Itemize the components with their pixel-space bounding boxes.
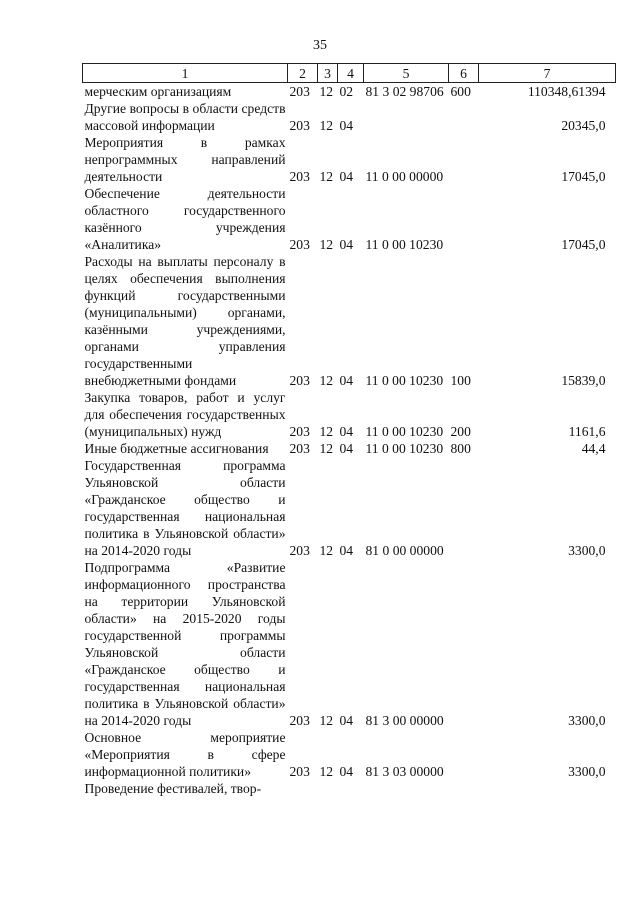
group-code: 04 (339, 237, 354, 252)
amount: 3300,0 (568, 764, 606, 779)
subsection-code: 12 (319, 169, 334, 184)
column-header: 3 (318, 64, 338, 83)
group-code: 04 (339, 441, 354, 456)
target-article-code: 81 3 00 00000 (365, 713, 444, 728)
expense-type-code (449, 559, 479, 729)
section-code: 203 (289, 424, 310, 439)
subsection-code: 12 (319, 543, 334, 558)
amount: 17045,0 (561, 237, 606, 252)
group-code (338, 780, 364, 797)
subsection-code: 12 (319, 424, 334, 439)
table-row (83, 83, 616, 101)
section-code: 203 (289, 764, 310, 779)
row-name: Другие вопросы в области средств массовой информации (84, 101, 286, 133)
column-header: 6 (449, 64, 479, 83)
section-code: 203 (289, 237, 310, 252)
target-article-code: 81 3 02 98706 (365, 84, 444, 99)
expense-type-code (449, 134, 479, 185)
target-article-code (364, 780, 449, 797)
table-row (83, 185, 616, 253)
amount (479, 780, 616, 797)
subsection-code: 12 (319, 764, 334, 779)
table-row (83, 457, 616, 559)
amount: 20345,0 (561, 118, 606, 133)
row-name: Иные бюджетные ассигнования (84, 441, 269, 456)
table-row (83, 440, 616, 457)
section-code (288, 780, 318, 797)
row-name: Обеспечение деятельности областного государственного казённого учреждения «Аналитика» (84, 186, 286, 252)
amount: 3300,0 (568, 713, 606, 728)
subsection-code: 12 (319, 713, 334, 728)
row-name: Закупка товаров, работ и услуг для обеспечения государственных (муниципальных) нужд (84, 390, 286, 439)
column-header: 2 (288, 64, 318, 83)
target-article-code: 11 0 00 10230 (365, 441, 444, 456)
group-code: 04 (339, 169, 354, 184)
amount: 15839,0 (561, 373, 606, 388)
table-row (83, 100, 616, 134)
section-code: 203 (289, 543, 310, 558)
target-article-code: 11 0 00 10230 (365, 373, 444, 388)
section-code: 203 (289, 169, 310, 184)
expense-type-code (449, 100, 479, 134)
subsection-code: 12 (319, 118, 334, 133)
section-code: 203 (289, 713, 310, 728)
amount: 110348,61394 (527, 84, 606, 99)
subsection-code (318, 780, 338, 797)
amount: 3300,0 (568, 543, 606, 558)
target-article-code (364, 100, 449, 134)
section-code: 203 (289, 118, 310, 133)
row-name: Подпрограмма «Развитие информационного пространства на территории Ульяновской области» на 2015-2020 годы государственной программы Ульяновской области «Гражданское общество и государственная национальная политика в Ульяновской области» на 2014-2020 годы (84, 560, 286, 728)
expense-type-code: 100 (450, 373, 471, 388)
row-name: Государственная программа Ульяновской области «Гражданское общество и государственная национальная политика в Ульяновской области» на 2014-2020 годы (84, 458, 286, 558)
subsection-code: 12 (319, 373, 334, 388)
amount: 1161,6 (568, 424, 606, 439)
target-article-code: 11 0 00 00000 (365, 169, 444, 184)
page-number: 35 (313, 38, 327, 53)
group-code: 04 (339, 118, 354, 133)
target-article-code: 81 3 03 00000 (365, 764, 444, 779)
row-name: Мероприятия в рамках непрограммных направлений деятельности (84, 135, 286, 184)
expense-type-code: 800 (450, 441, 471, 456)
column-header: 1 (83, 64, 288, 83)
column-header: 5 (364, 64, 449, 83)
row-name: Проведение фестивалей, твор- (84, 781, 262, 796)
target-article-code: 11 0 00 10230 (365, 424, 444, 439)
amount: 17045,0 (561, 169, 606, 184)
group-code: 04 (339, 424, 354, 439)
target-article-code: 81 0 00 00000 (365, 543, 444, 558)
group-code: 04 (339, 373, 354, 388)
section-code: 203 (289, 441, 310, 456)
section-code: 203 (289, 373, 310, 388)
group-code: 02 (339, 84, 354, 99)
row-name: мерческим организациям (84, 84, 232, 99)
table-row (83, 780, 616, 797)
table-row (83, 253, 616, 389)
table-body (83, 83, 616, 798)
group-code: 04 (339, 764, 354, 779)
section-code: 203 (289, 84, 310, 99)
column-header: 7 (479, 64, 616, 83)
table-row (83, 389, 616, 440)
row-name: Основное мероприятие «Мероприятия в сфере информационной политики» (84, 730, 286, 779)
expense-type-code (449, 185, 479, 253)
column-header: 4 (338, 64, 364, 83)
expense-type-code (449, 780, 479, 797)
group-code: 04 (339, 543, 354, 558)
expense-type-code: 200 (450, 424, 471, 439)
table-row (83, 134, 616, 185)
table-header-row (83, 64, 616, 83)
row-name: Расходы на выплаты персоналу в целях обеспечения выполнения функций государственными (муниципальными) органами, казёнными учреждениями, органами управления государственными внебюджетными фондами (84, 254, 286, 388)
amount: 44,4 (581, 441, 606, 456)
expense-type-code (449, 457, 479, 559)
target-article-code: 11 0 00 10230 (365, 237, 444, 252)
subsection-code: 12 (319, 84, 334, 99)
expense-type-code: 600 (450, 84, 471, 99)
subsection-code: 12 (319, 441, 334, 456)
table-row (83, 559, 616, 729)
subsection-code: 12 (319, 237, 334, 252)
budget-table (82, 63, 616, 797)
table-row (83, 729, 616, 780)
group-code: 04 (339, 713, 354, 728)
expense-type-code (449, 729, 479, 780)
